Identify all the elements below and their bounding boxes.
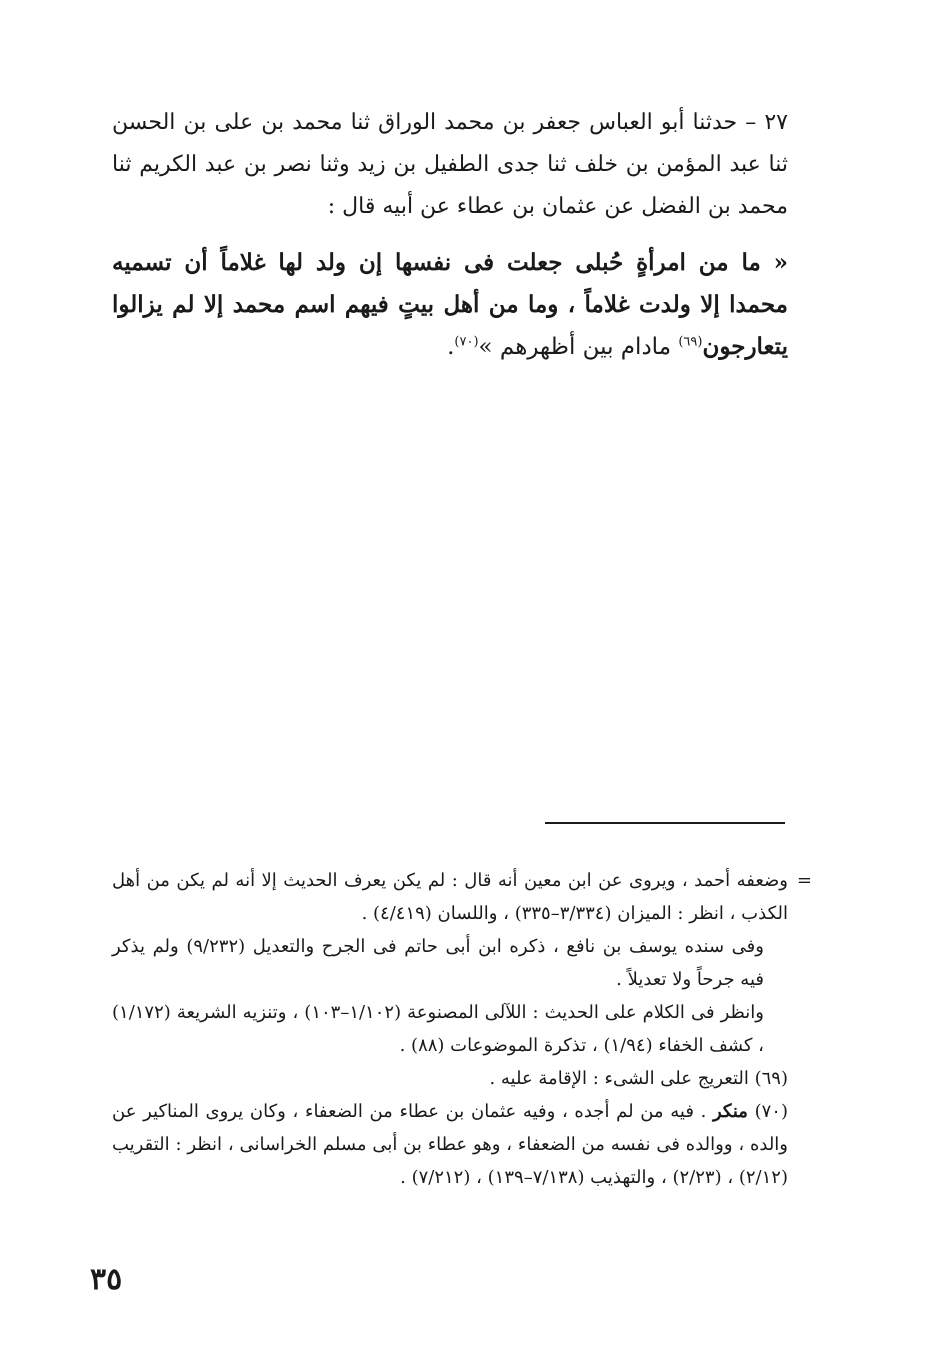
footnote-continuation-text: وضعفه أحمد ، ويروى عن ابن معين أنه قال : لم يكن يعرف الحديث إلا أنه لم يكن من أهل الكذب ، انظر : الميزان (٣/٣٣٤–٣٣٥) ، واللسان (٤/٤١٩) . [112, 870, 788, 924]
footnote-70-number: (٧٠) [754, 1101, 788, 1122]
footnote-ref-69: (٦٩) [678, 334, 703, 350]
footnotes-block [112, 864, 812, 1194]
footnote-continuation [112, 864, 812, 930]
footnote-70-verdict: منكر [712, 1101, 748, 1122]
page-number: ٣٥ [90, 1262, 123, 1297]
footnote-separator [545, 822, 785, 824]
footnote-70-text: . فيه من لم أجده ، وفيه عثمان بن عطاء من الضعفاء ، وكان يروى المناكير عن والده ، ووالده فى نفسه من الضعفاء ، وهو عطاء بن أبى مسلم الخراسانى ، انظر : التقريب (٢/١٢) ، (٢/٢٣) ، والتهذيب (٧/١٣٨–١٣٩) ، (٧/٢١٢) . [112, 1101, 789, 1188]
hadith-matn-tail: مادام بين أظهرهم » [478, 334, 679, 360]
hadith-isnad: ٢٧ – حدثنا أبو العباس جعفر بن محمد الوراق ثنا محمد بن على بن الحسن ثنا عبد المؤمن بن خلف ثنا جدى الطفيل بن زيد وثنا نصر بن عبد الكريم ثنا محمد بن الفضل عن عثمان بن عطاء عن أبيه قال : [112, 110, 788, 219]
footnote-69: (٦٩) التعريج على الشىء : الإقامة عليه . [489, 1068, 788, 1089]
hadith-matn-text: « ما من امرأةٍ حُبلى جعلت فى نفسها إن ولد لها غلاماً أن تسميه محمدا إلا ولدت غلاماً ، وما من أهل بيتٍ فيهم اسم محمد إلا لم يزالوا يتعارجون [112, 249, 788, 360]
hadith-matn-end: . [447, 334, 455, 360]
continuation-marker: = [796, 870, 812, 891]
footnote-para-3: وانظر فى الكلام على الحديث : اللآلى المصنوعة (١/١٠٢–١٠٣) ، وتنزيه الشريعة (١/١٧٢) ، كشف الخفاء (١/٩٤) ، تذكرة الموضوعات (٨٨) . [112, 1002, 764, 1056]
hadith-matn [112, 242, 788, 368]
footnote-ref-70: (٧٠) [454, 334, 479, 350]
footnote-70 [112, 1095, 788, 1194]
hadith-block [112, 102, 788, 368]
footnote-para-2: وفى سنده يوسف بن نافع ، ذكره ابن أبى حاتم فى الجرح والتعديل (٩/٢٣٢) ولم يذكر فيه جرحاً ولا تعديلاً . [112, 936, 764, 990]
